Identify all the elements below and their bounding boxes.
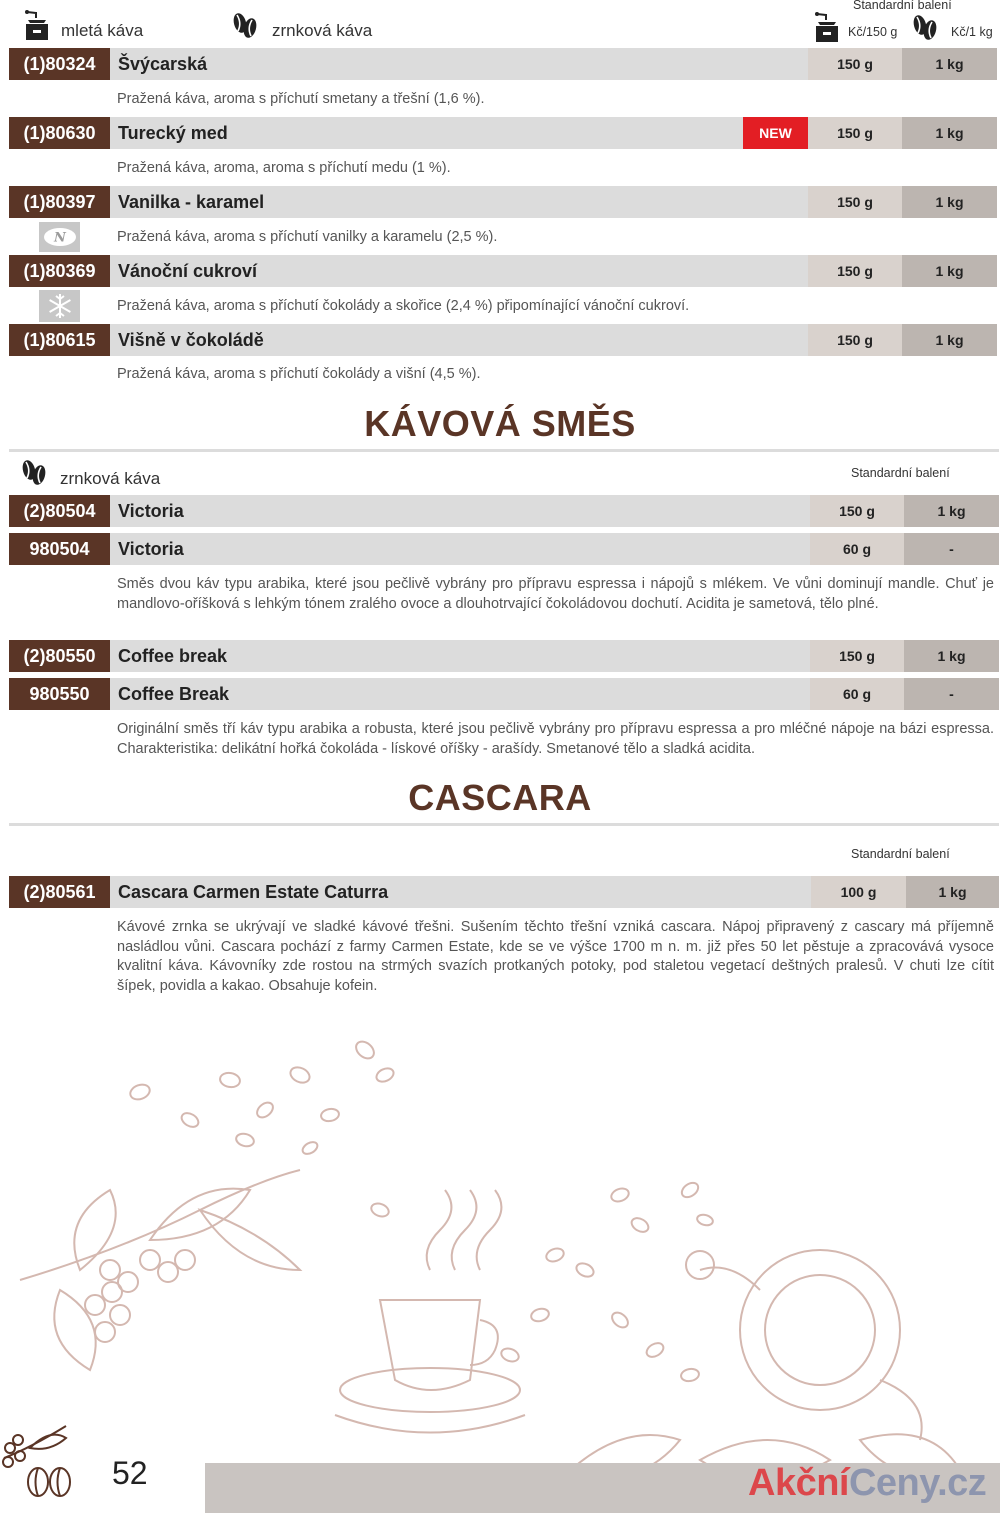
package-small: 100 g [811,876,906,908]
legend-beans: zrnková káva [272,21,373,40]
product-description: Směs dvou káv typu arabika, které jsou pečlivě vybrány pro přípravu espressa i nápojů s mlékem. Ve vůni dominují mandle. Chuť je mandlovo-oříšková s lehkým tónem zralého ovoce a dlouhotrvající čokoládovou dochutí. Acidita je sametová, tělo plné. [117,576,994,612]
section-title-cascara: CASCARA [408,777,592,818]
product-description: Kávové zrnka se ukrývají ve sladké kávové třešni. Sušením těchto třešní vzniká cascara. Nápoj připravený z cascary má příjemně nasládlou vůni. Cascara pochází z farmy Carmen Estate, kde se ve výšce 1700 m n. m. již přes 50 let pěstuje a zpracovává vysoce kvalitní káva. Kávovníky zde rostou na strmých svazích protkaných potoky, pod staletou vegetací deštných pralesů. V chuti lze cítit šípek, povidla a kakao. Obsahuje kofein. [117,919,994,994]
package-small: 150 g [810,640,904,672]
package-small: 60 g [810,678,904,710]
package-large: - [904,678,999,710]
svg-text:N: N [53,230,66,246]
package-large: 1 kg [902,186,997,218]
product-name: Victoria [110,533,810,565]
product-code: (1)80397 [9,186,110,218]
product-code: (1)80615 [9,324,110,356]
product-code: (1)80630 [9,117,110,149]
coffee-beans-icon-small [912,14,938,42]
package-small: 150 g [808,48,902,80]
grinder-icon [22,10,52,42]
standard-packaging-label: Standardní balení [851,466,950,480]
product-code: (2)80561 [9,876,110,908]
section-divider [9,449,999,452]
coffee-beans-icon [232,12,258,40]
standard-packaging-label: Standardní balení [851,847,950,861]
package-large: 1 kg [902,48,997,80]
package-small: 150 g [808,324,902,356]
package-large: 1 kg [906,876,999,908]
product-description: Originální směs tří káv typu arabika a robusta, které jsou pečlivě vybrány pro přípravu espressa a pro mléčné nápoje na bázi espressa. Charakteristika: delikátní hořká čokoláda - lískové oříšky - arašídy. Smetanové tělo a sladká acidita. [117,721,994,757]
product-description: Pražená káva, aroma s příchutí smetany a třešní (1,6 %). [117,91,485,107]
product-name: Vanilka - karamel [110,186,808,218]
coffee-beans-icon [21,459,47,487]
natural-badge-icon [39,222,80,252]
watermark-part-2: Ceny.cz [848,1462,987,1504]
snowflake-icon [39,290,80,322]
watermark-part-1: Akční [748,1462,849,1504]
package-small: 150 g [808,186,902,218]
product-name: Cascara Carmen Estate Caturra [110,876,811,908]
package-large: 1 kg [904,640,999,672]
product-name: Coffee Break [110,678,810,710]
product-name: Coffee break [110,640,810,672]
package-small: 150 g [810,495,904,527]
package-large: 1 kg [902,117,997,149]
product-code: (2)80504 [9,495,110,527]
product-description: Pražená káva, aroma s příchutí čokolády a skořice (2,4 %) připomínající vánoční cukroví. [117,298,690,314]
new-badge: NEW [743,117,808,149]
product-name: Švýcarská [110,48,808,80]
package-small: 150 g [808,117,902,149]
product-name: Višně v čokoládě [110,324,808,356]
standard-packaging-label: Standardní balení [853,0,952,12]
page-number: 52 [112,1455,148,1491]
coffee-branch-icon [0,1418,72,1498]
price-150-label: Kč/150 g [848,25,898,39]
product-code: (1)80324 [9,48,110,80]
product-name: Turecký med [110,117,743,149]
product-name: Vánoční cukroví [110,255,808,287]
package-large: 1 kg [904,495,999,527]
package-small: 60 g [810,533,904,565]
product-code: 980504 [9,533,110,565]
section-divider [9,823,999,826]
product-description: Pražená káva, aroma s příchutí čokolády a višní (4,5 %). [117,366,481,382]
coffee-illustration [0,1020,1000,1513]
product-code: 980550 [9,678,110,710]
product-code: (2)80550 [9,640,110,672]
section-title-mix: KÁVOVÁ SMĚS [364,403,636,444]
price-1kg-label: Kč/1 kg [951,25,993,39]
package-large: 1 kg [902,324,997,356]
grinder-icon-small [812,12,842,44]
watermark [748,1462,986,1505]
legend-ground: mletá káva [61,21,144,40]
package-large: - [904,533,999,565]
legend-beans: zrnková káva [60,469,161,488]
product-name: Victoria [110,495,810,527]
product-description: Pražená káva, aroma s příchutí vanilky a karamelu (2,5 %). [117,229,498,245]
package-small: 150 g [808,255,902,287]
product-description: Pražená káva, aroma, aroma s příchutí medu (1 %). [117,160,451,176]
product-code: (1)80369 [9,255,110,287]
package-large: 1 kg [902,255,997,287]
